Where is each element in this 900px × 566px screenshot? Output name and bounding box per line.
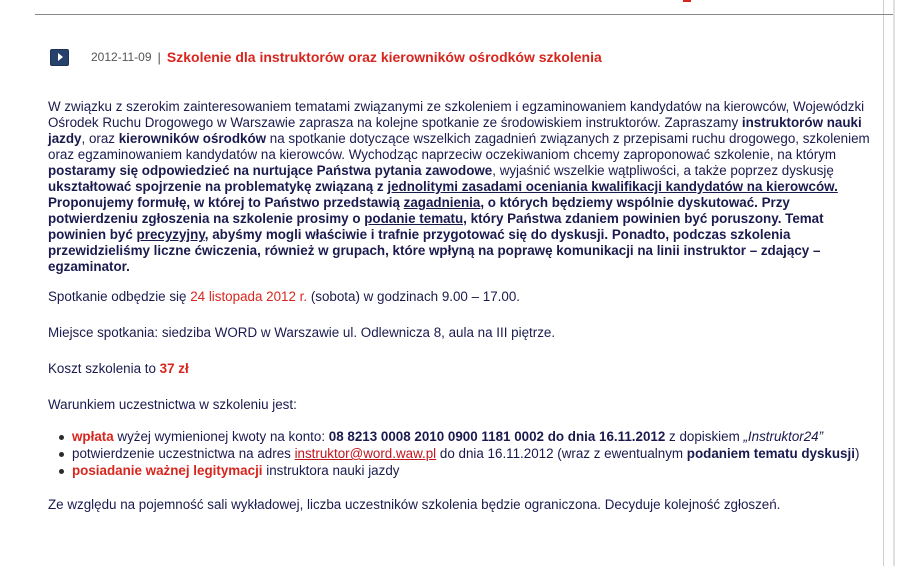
conditions-list: [48, 429, 878, 479]
intro-bold: postaramy się odpowiedzieć na nurtujące Państwa pytania zawodowe: [48, 163, 493, 178]
meeting-date: 24 listopada 2012 r.: [190, 289, 308, 304]
intro-bold: Proponujemy formułę, w której to Państwo przedstawią: [48, 195, 404, 210]
intro-paragraph: [48, 99, 878, 275]
condition-text: ): [854, 446, 860, 461]
cost-text: Koszt szkolenia to: [48, 361, 160, 376]
payment-reference: „Instruktor24”: [743, 429, 824, 444]
intro-bold-underline: jednolitymi zasadami oceniania kwalifikacji kandydatów na kierowców.: [387, 179, 838, 194]
meeting-paragraph: [48, 289, 878, 305]
intro-bold: , abyśmy mogli właściwie i trafnie przygotować się do dyskusji. Ponadto, podczas szkolenia przewidzieliśmy liczne ćwiczenia, również w grupach, które wpłyną na poprawę komunikacji na linii instruktor – zdający – egzaminator.: [48, 227, 821, 274]
condition-text: instruktora nauki jazdy: [262, 463, 400, 478]
window-edge: [893, 0, 895, 566]
intro-text: , wyjaśnić wszelkie wątpliwości, a także poprzez dyskusję: [492, 163, 834, 178]
intro-bold-underline: podanie tematu,: [364, 211, 467, 226]
window-right-border: [883, 0, 900, 566]
chevron-right-icon: [58, 53, 63, 61]
condition-highlight: wpłata: [72, 429, 114, 444]
header-separator: |: [157, 49, 161, 65]
footer-note: Ze względu na pojemność sali wykładowej, liczba uczestników szkolenia będzie ograniczona. Decyduje kolejność zgłoszeń.: [48, 497, 781, 512]
meeting-text: Spotkanie odbędzie się: [48, 289, 191, 304]
place-paragraph: Miejsce spotkania: siedziba WORD w Warszawie ul. Odlewnicza 8, aula na III piętrze.: [48, 325, 556, 340]
intro-text: na spotkanie dotyczące wszelkich zagadnień związanych z przepisami ruchu drogowego, szkoleniem oraz egzaminowaniem kandydatów na kierowców. Wychodząc naprzeciw oczekiwaniom chcemy zaproponować szkolenie, na którym: [48, 131, 870, 162]
cost-paragraph: [48, 361, 878, 377]
intro-text: W związku z szerokim zainteresowaniem tematami związanymi ze szkoleniem i egzaminowaniem kandydatów na kierowców, Wojewódzki Ośrodek Ruchu Drogowego w Warszawie zaprasza na kolejne spotkanie ze środowiskiem instruktorów. Zapraszamy: [48, 99, 865, 130]
meeting-text: (sobota) w godzinach 9.00 – 17.00.: [307, 289, 520, 304]
condition-text: wyżej wymienionej kwoty na konto:: [113, 429, 329, 444]
condition-text: z dopiskiem: [665, 429, 744, 444]
intro-bold: ukształtować spojrzenie na problematykę związaną z: [48, 179, 388, 194]
email-link[interactable]: instruktor@word.waw.pl: [294, 446, 437, 461]
account-number: 08 8213 0008 2010 0900 1181 0002 do dnia 16.11.2012: [328, 429, 666, 444]
condition-license: [72, 463, 878, 479]
article-header: [50, 46, 602, 68]
condition-payment: [72, 429, 878, 445]
intro-bold-underline: precyzyjny: [136, 227, 205, 242]
intro-bold-underline: zagadnienia: [403, 195, 481, 210]
top-divider: [35, 14, 893, 15]
intro-bold: który Państwa zdaniem powinien być poruszony. Temat powinien być: [48, 211, 824, 242]
expand-article-button[interactable]: [50, 49, 69, 66]
cropped-previous-item-marker: [683, 0, 691, 2]
conditions-heading: Warunkiem uczestnictwa w szkoleniu jest:: [48, 397, 297, 412]
condition-text: potwierdzenie uczestnictwa na adres: [72, 446, 295, 461]
condition-confirmation: [72, 446, 878, 462]
article-title[interactable]: Szkolenie dla instruktorów oraz kierowników ośrodków szkolenia: [166, 49, 602, 65]
condition-bold: podaniem tematu dyskusji: [686, 446, 855, 461]
condition-text: do dnia 16.11.2012 (wraz z ewentualnym: [436, 446, 687, 461]
intro-text: , oraz: [81, 131, 119, 146]
intro-bold: instruktorów nauki jazdy: [48, 115, 862, 146]
article-body: [48, 99, 878, 513]
condition-highlight: posiadanie ważnej legitymacji: [72, 463, 263, 478]
article-date: 2012-11-09: [91, 50, 152, 64]
intro-bold: kierowników ośrodków: [118, 131, 267, 146]
cost-value: 37 zł: [159, 361, 189, 376]
intro-bold: , o których będziemy wspólnie dyskutować. Przy potwierdzeniu zgłoszenia na szkolenie prosimy o: [48, 195, 790, 226]
